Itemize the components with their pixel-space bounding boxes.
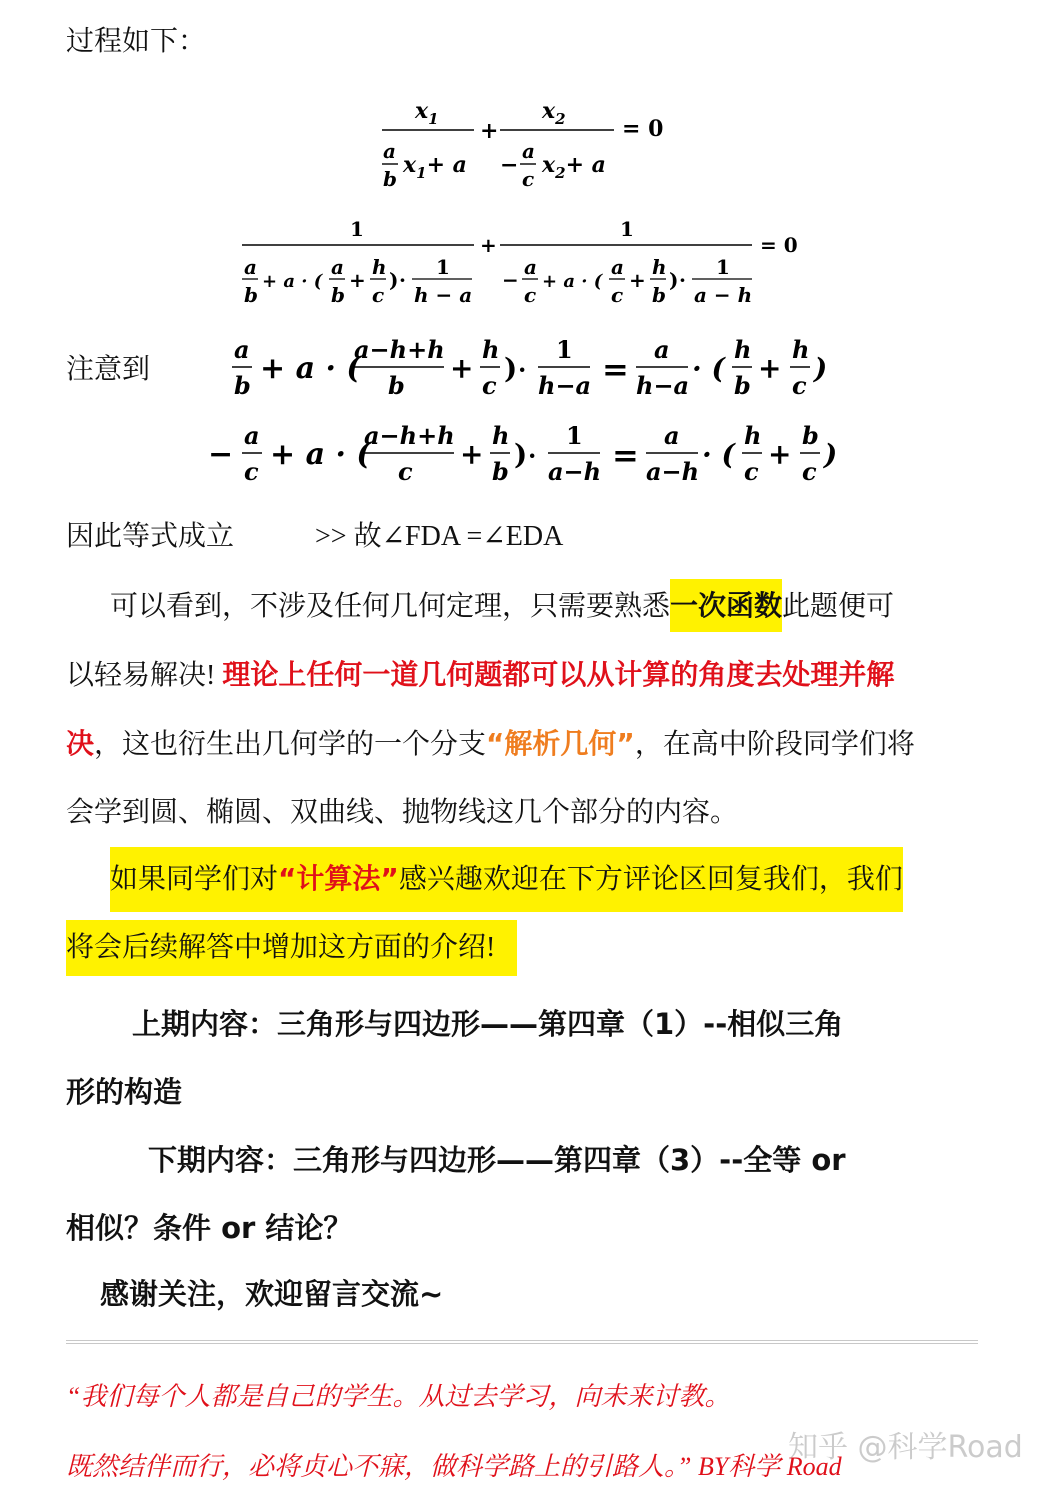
svg-text:h: h — [744, 421, 762, 450]
svg-text:h: h — [734, 335, 752, 364]
svg-text:+: + — [460, 438, 484, 471]
paragraph-analysis — [66, 572, 986, 847]
p1-line-4: 会学到圆、椭圆、双曲线、抛物线这几个部分的内容。 — [66, 797, 739, 828]
svg-text:·: · — [399, 268, 406, 292]
svg-text:+: + — [758, 352, 782, 385]
svg-text:x2+ a: $x_2+ a$ — [542, 152, 606, 182]
svg-text:a−h: a−h — [548, 457, 602, 486]
next-issue — [66, 1126, 846, 1262]
svg-text:x1+ a: $x_1+ a$ — [403, 152, 467, 182]
svg-text:a: a — [524, 255, 537, 279]
svg-text:h−a: h−a — [538, 371, 592, 400]
conclusion-angle: >> 故∠FDA =∠EDA — [315, 521, 564, 552]
svg-text:b: b — [331, 283, 345, 307]
svg-text:1: 1 — [566, 421, 583, 450]
svg-text:+ a · (: + a · ( — [262, 271, 323, 292]
svg-text:h: h — [482, 335, 500, 364]
svg-text:a: a — [244, 421, 260, 450]
svg-text:1: 1 — [620, 217, 634, 241]
svg-text:−: − — [500, 152, 519, 178]
svg-text:a: a — [522, 139, 535, 163]
svg-text:a: a — [383, 139, 396, 163]
svg-text:a−h: a−h — [646, 457, 700, 486]
svg-text:·: · — [518, 355, 527, 384]
svg-text:1: 1 — [436, 255, 450, 279]
svg-text:+: + — [450, 352, 474, 385]
svg-text:c: c — [802, 457, 817, 486]
svg-text:+: + — [768, 438, 792, 471]
svg-text:a: a — [234, 335, 250, 364]
next-issue-line-1[interactable]: 下期内容：三角形与四边形——第四章（3）--全等 or — [148, 1143, 846, 1177]
watermark: 知乎 @科学Road — [788, 1430, 1023, 1465]
svg-text:a: a — [611, 255, 624, 279]
highlight-linear-function: 一次函数 — [670, 579, 782, 632]
analytic-geometry-term: “解析几何” — [486, 727, 635, 760]
svg-text:c: c — [398, 457, 413, 486]
p1-line-3: 决，这也衍生出几何学的一个分支“解析几何”，在高中阶段同学们将 — [66, 727, 915, 760]
equation-4 — [206, 420, 846, 496]
svg-text:x2: $x_2$ — [542, 98, 566, 128]
svg-text:b: b — [388, 371, 405, 400]
svg-text:a: a — [664, 421, 680, 450]
intro-text: 过程如下： — [66, 26, 207, 57]
svg-text:= 0: = 0 — [622, 116, 664, 142]
svg-text:a−h+h: a−h+h — [354, 335, 445, 364]
svg-text:b: b — [734, 371, 751, 400]
svg-text:+: + — [629, 268, 646, 292]
previous-issue-line-2[interactable]: 形的构造 — [66, 1075, 183, 1109]
svg-text:1: 1 — [556, 335, 573, 364]
svg-text:+: + — [480, 233, 497, 257]
svg-text:b: b — [244, 283, 258, 307]
motto-line-1: “我们每个人都是自己的学生。从过去学习，向未来讨教。 — [66, 1382, 731, 1411]
emphasis-theory: 理论上任何一道几何题都可以从计算的角度去处理并解 — [222, 658, 895, 691]
svg-text:· (: · ( — [702, 438, 735, 471]
svg-text:+ a · (: + a · ( — [260, 351, 361, 386]
previous-issue-line-1[interactable]: 上期内容：三角形与四边形——第四章（1）--相似三角 — [132, 1007, 844, 1041]
conclusion-text: 因此等式成立 — [66, 521, 235, 552]
equation-2 — [236, 212, 806, 318]
svg-text:1: 1 — [350, 217, 364, 241]
previous-issue — [66, 990, 843, 1126]
svg-text:): ) — [514, 438, 528, 471]
equation-3 — [226, 334, 846, 410]
divider — [66, 1340, 978, 1344]
calc-method-term: “计算法” — [278, 862, 399, 895]
svg-text:−: − — [502, 268, 519, 292]
svg-text:=: = — [612, 436, 639, 474]
svg-text:−: − — [208, 437, 234, 472]
svg-text:a − h: a − h — [694, 283, 753, 307]
svg-text:b: b — [234, 371, 251, 400]
svg-text:x1: $x_1$ — [415, 98, 439, 128]
svg-text:h: h — [492, 421, 510, 450]
svg-text:= 0: = 0 — [760, 233, 798, 257]
svg-text:+: + — [480, 118, 499, 144]
svg-text:c: c — [744, 457, 759, 486]
svg-text:c: c — [244, 457, 259, 486]
svg-text:): ) — [824, 438, 838, 471]
svg-text:a: a — [654, 335, 670, 364]
next-issue-line-2[interactable]: 相似？条件 or 结论？ — [66, 1211, 353, 1245]
svg-text:·: · — [528, 441, 537, 470]
svg-text:): ) — [669, 268, 679, 292]
svg-text:c: c — [611, 283, 624, 307]
svg-text:a−h+h: a−h+h — [364, 421, 455, 450]
p2-line-1: 如果同学们对“计算法”感兴趣欢迎在下方评论区回复我们，我们 — [66, 846, 986, 914]
paragraph-invitation — [66, 846, 986, 982]
p2-line-2: 将会后续解答中增加这方面的介绍! — [66, 914, 986, 982]
svg-text:h: h — [792, 335, 810, 364]
svg-text:· (: · ( — [692, 352, 725, 385]
svg-text:·: · — [679, 268, 686, 292]
svg-text:a: a — [244, 255, 257, 279]
svg-text:h: h — [372, 255, 387, 279]
svg-text:+ a · (: + a · ( — [270, 437, 371, 472]
svg-text:=: = — [602, 350, 629, 388]
p1-line-1: 可以看到，不涉及任何几何定理，只需要熟悉一次函数此题便可 — [66, 572, 986, 641]
conclusion-line — [66, 503, 563, 571]
svg-text:): ) — [814, 352, 828, 385]
thanks-text: 感谢关注，欢迎留言交流~ — [100, 1277, 444, 1311]
svg-text:c: c — [372, 283, 385, 307]
svg-text:): ) — [389, 268, 399, 292]
svg-text:+: + — [349, 268, 366, 292]
equation-1 — [370, 92, 690, 196]
svg-text:h − a: h − a — [414, 283, 473, 307]
svg-text:1: 1 — [716, 255, 730, 279]
svg-text:b: b — [492, 457, 509, 486]
svg-text:b: b — [802, 421, 819, 450]
p1-line-2: 以轻易解决! 理论上任何一道几何题都可以从计算的角度去处理并解 — [66, 658, 895, 691]
svg-text:c: c — [522, 167, 535, 191]
motto-line-2: 既然结伴而行，必将贞心不寐，做科学路上的引路人。” BY科学 Road — [66, 1452, 842, 1481]
svg-text:c: c — [524, 283, 537, 307]
svg-text:h−a: h−a — [636, 371, 690, 400]
svg-text:b: b — [383, 167, 397, 191]
svg-text:c: c — [792, 371, 807, 400]
svg-text:h: h — [652, 255, 667, 279]
svg-text:+ a · (: + a · ( — [542, 271, 603, 292]
svg-text:): ) — [504, 352, 518, 385]
note-label: 注意到 — [66, 354, 151, 385]
svg-text:a: a — [331, 255, 344, 279]
svg-text:b: b — [652, 283, 666, 307]
svg-text:c: c — [482, 371, 497, 400]
